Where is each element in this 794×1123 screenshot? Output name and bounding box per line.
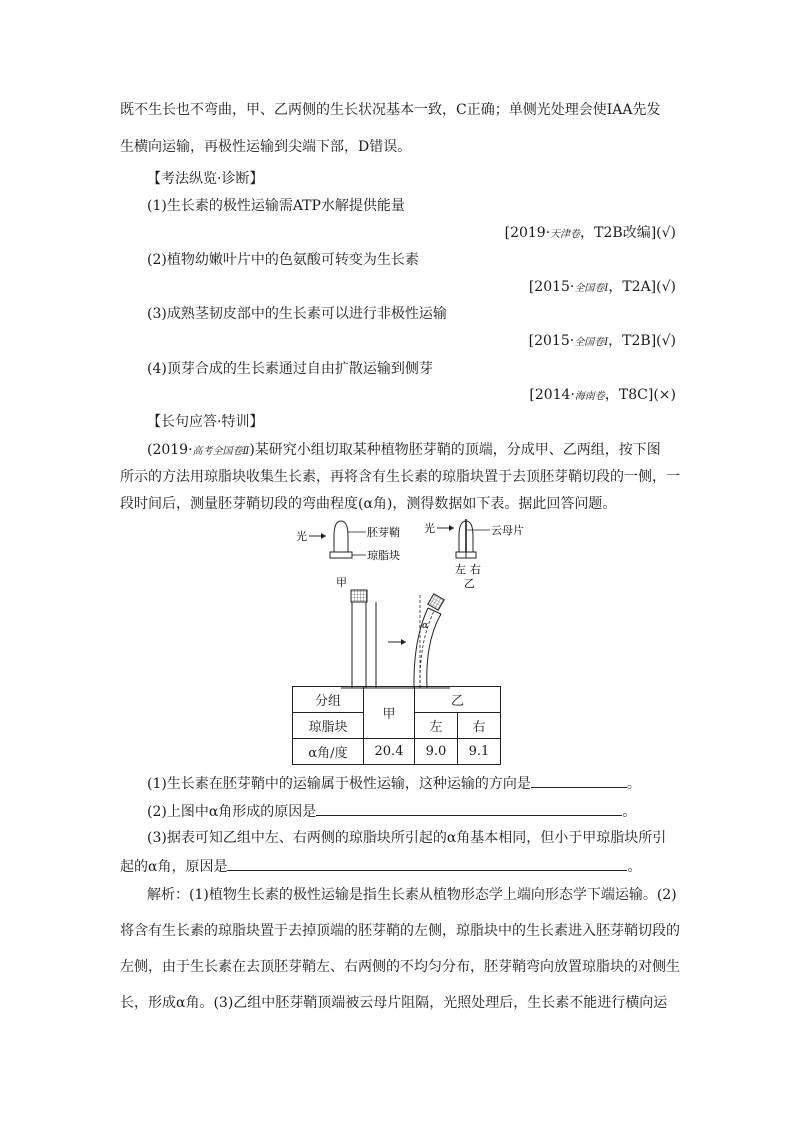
- question-3-line-1: (3)据表可知乙组中左、右两侧的琼脂块所引起的α角基本相同，但小于甲琼脂块所引: [147, 830, 667, 846]
- light-arrowhead-a: [321, 533, 326, 539]
- agar-block-left: [456, 552, 466, 558]
- right-label: 右: [470, 563, 481, 576]
- review-item-3: (3)成熟茎韧皮部中的生长素可以进行非极性运输: [147, 306, 447, 322]
- mica-label: 云母片: [491, 524, 524, 537]
- review-source-2: [2015·全国卷Ⅰ，T2A](√): [528, 279, 676, 295]
- coleoptile-tip-a: [334, 521, 348, 552]
- question-2: (2)上图中α角形成的原因是 。: [147, 801, 676, 821]
- decapitated-coleoptile: [352, 602, 366, 688]
- group-b-label: 乙: [464, 577, 475, 590]
- left-header: 左: [415, 713, 458, 739]
- question-3-line-2: 起的α角，原因是 。: [120, 856, 676, 876]
- review-heading: 【考法纵览·诊断】: [147, 171, 264, 187]
- value-right: 9.1: [458, 739, 501, 765]
- answer-blank-1[interactable]: [531, 773, 627, 788]
- agar-label: 琼脂块: [367, 549, 400, 562]
- review-item-1: (1)生长素的极性运输需ATP水解提供能量: [147, 198, 405, 214]
- training-heading: 【长句应答·特训】: [147, 414, 264, 430]
- light-label-b: 光: [424, 522, 435, 535]
- review-item-2: (2)植物幼嫩叶片中的色氨酸可转变为生长素: [147, 252, 419, 268]
- left-label: 左: [455, 563, 466, 576]
- agar-on-stump: [351, 590, 367, 602]
- coleoptile-label: 胚芽鞘: [367, 526, 400, 539]
- value-left: 9.0: [415, 739, 458, 765]
- bent-coleoptile-left: [414, 608, 428, 688]
- agar-block-right: [466, 552, 476, 558]
- review-source-1: [2019·天津卷，T2B改编](√): [504, 225, 676, 241]
- review-item-4: (4)顶芽合成的生长素通过自由扩散运输到侧芽: [147, 361, 433, 377]
- light-label-a: 光: [296, 530, 307, 543]
- question-line-1: (2019·高考全国卷Ⅱ)某研究小组切取某种植物胚芽鞘的顶端，分成甲、乙两组，按下图: [147, 442, 661, 458]
- analysis-line-4: 长，形成α角。(3)乙组中胚芽鞘顶端被云母片阻隔，光照处理后，生长素不能进行横向运: [120, 995, 668, 1011]
- question-line-2: 所示的方法用琼脂块收集生长素，再将含有生长素的琼脂块置于去顶胚芽鞘切段的一侧，一: [120, 469, 680, 485]
- analysis-line-1: 解析：(1)植物生长素的极性运输是指生长素从植物形态学上端向形态学下端运输。(2): [147, 887, 677, 903]
- group-b-header: 乙: [415, 687, 501, 713]
- agar-block-a: [330, 552, 352, 558]
- answer-blank-3[interactable]: [227, 856, 627, 871]
- process-arrowhead: [401, 639, 406, 645]
- answer-blank-2[interactable]: [316, 801, 622, 816]
- review-source-3: [2015·全国卷Ⅰ，T2B](√): [528, 333, 676, 349]
- group-a-label: 甲: [336, 576, 347, 589]
- agar-header: 琼脂块: [293, 713, 364, 739]
- analysis-line-2: 将含有生长素的琼脂块置于去掉顶端的胚芽鞘的左侧，琼脂块中的生长素进入胚芽鞘切段的: [120, 923, 680, 939]
- agar-on-bent: [428, 594, 444, 610]
- setup-group-b: [424, 519, 524, 590]
- group-a-header: 甲: [364, 687, 415, 739]
- experiment-figure: [0, 510, 794, 690]
- intro-line-2: 生横向运输，再极性运输到尖端下部，D错误。: [120, 139, 412, 155]
- intro-line-1: 既不生长也不弯曲，甲、乙两侧的生长状况基本一致，C正确；单侧光处理会使IAA先发: [120, 102, 661, 118]
- analysis-line-3: 左侧，由于生长素在去顶胚芽鞘左、右两侧的不均匀分布，胚芽鞘弯向放置琼脂块的对侧生: [120, 959, 680, 975]
- right-header: 右: [458, 713, 501, 739]
- question-1: (1)生长素在胚芽鞘中的运输属于极性运输，这种运输的方向是 。: [147, 773, 676, 793]
- light-arrowhead-b: [449, 525, 454, 531]
- results-table: [292, 686, 501, 765]
- bending-diagram: [341, 590, 450, 688]
- group-header: 分组: [293, 687, 364, 713]
- alpha-label: α: [422, 621, 429, 631]
- angle-header: α角/度: [293, 739, 364, 765]
- question-line-3: 段时间后，测量胚芽鞘切段的弯曲程度(α角)，测得数据如下表。据此回答问题。: [120, 496, 617, 512]
- value-group-a: 20.4: [364, 739, 415, 765]
- review-source-4: [2014·海南卷，T8C](×): [529, 387, 676, 403]
- setup-group-a: [296, 521, 400, 589]
- bent-coleoptile-right: [427, 614, 441, 688]
